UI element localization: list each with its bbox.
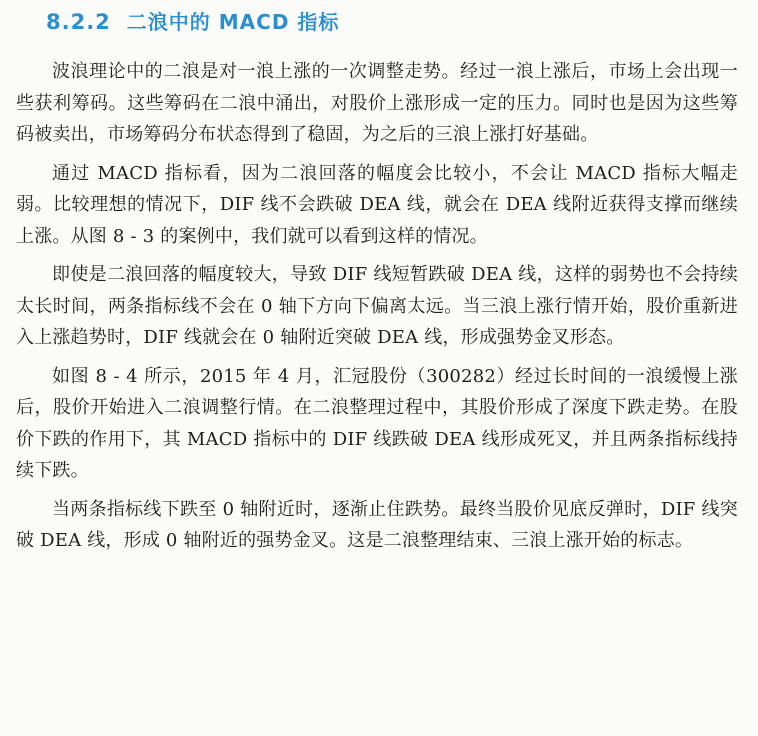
paragraph-3: 即使是二浪回落的幅度较大，导致 DIF 线短暂跌破 DEA 线，这样的弱势也不会持续太长时间，两条指标线不会在 0 轴下方向下偏离太远。当三浪上涨行情开始，股价重新进入上涨趋势时，DIF 线就会在 0 轴附近突破 DEA 线，形成强势金叉形态。 bbox=[16, 264, 738, 348]
paragraph-2: 通过 MACD 指标看，因为二浪回落的幅度会比较小，不会让 MACD 指标大幅走弱。比较理想的情况下，DIF 线不会跌破 DEA 线，就会在 DEA 线附近获得支撑而继续上涨。从图 8 - 3 的案例中，我们就可以看到这样的情况。 bbox=[16, 162, 738, 247]
section-heading bbox=[46, 6, 738, 38]
paragraph-5: 当两条指标线下跌至 0 轴附近时，逐渐止住跌势。最终当股价见底反弹时，DIF 线突破 DEA 线，形成 0 轴附近的强势金叉。这是二浪整理结束、三浪上涨开始的标志。 bbox=[16, 498, 738, 551]
paragraph-1: 波浪理论中的二浪是对一浪上涨的一次调整走势。经过一浪上涨后，市场上会出现一些获利筹码。这些筹码在二浪中涌出，对股价上涨形成一定的压力。同时也是因为这些筹码被卖出，市场筹码分布状态得到了稳固，为之后的三浪上涨打好基础。 bbox=[16, 61, 738, 145]
body-text bbox=[16, 56, 738, 557]
paragraph-4: 如图 8 - 4 所示，2015 年 4 月，汇冠股份（300282）经过长时间的一浪缓慢上涨后，股价开始进入二浪调整行情。在二浪整理过程中，其股价形成了深度下跌走势。在股价下跌的作用下，其 MACD 指标中的 DIF 线跌破 DEA 线形成死叉，并且两条指标线持续下跌。 bbox=[16, 365, 738, 481]
section-title: 二浪中的 MACD 指标 bbox=[126, 10, 340, 34]
section-number: 8.2.2 bbox=[46, 10, 111, 34]
